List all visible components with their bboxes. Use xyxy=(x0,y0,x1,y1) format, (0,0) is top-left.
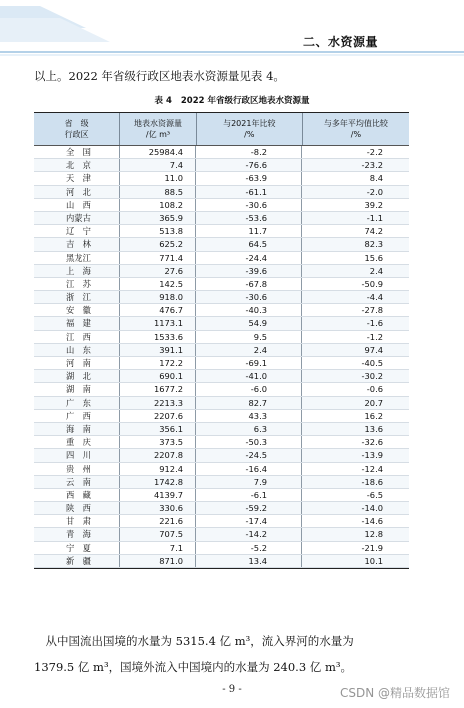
surface-water-volume: 513.8 xyxy=(120,225,196,237)
change-vs-2021: -6.0 xyxy=(196,383,302,395)
table-row xyxy=(34,555,409,568)
province-name: 山 西 xyxy=(34,199,120,211)
surface-water-volume: 108.2 xyxy=(120,199,196,211)
change-vs-2021: 54.9 xyxy=(196,317,302,329)
province-name: 北 京 xyxy=(34,159,120,171)
change-vs-2021: -41.0 xyxy=(196,370,302,382)
province-name: 全 国 xyxy=(34,146,120,158)
change-vs-average: 16.2 xyxy=(364,410,383,421)
change-vs-average: -0.6 xyxy=(366,384,383,395)
surface-water-volume: 88.5 xyxy=(120,186,196,198)
surface-water-volume: 1533.6 xyxy=(120,331,196,343)
province-name: 山 东 xyxy=(34,344,120,356)
table-row xyxy=(34,199,409,212)
table-caption xyxy=(0,94,464,106)
change-vs-average: 20.7 xyxy=(364,397,383,408)
surface-water-volume: 476.7 xyxy=(120,304,196,316)
table-row xyxy=(34,212,409,225)
province-name: 天 津 xyxy=(34,172,120,184)
province-name: 湖 南 xyxy=(34,383,120,395)
table-row xyxy=(34,423,409,436)
province-name: 河 北 xyxy=(34,186,120,198)
watermark: CSDN @精品数据馆 xyxy=(339,686,450,700)
change-vs-average: -14.6 xyxy=(361,516,383,527)
header-volume: 地表水资源量 /亿 m³ xyxy=(120,113,196,145)
change-vs-2021: -59.2 xyxy=(196,502,302,514)
table-row xyxy=(34,489,409,502)
change-vs-average: 97.4 xyxy=(364,344,383,355)
change-vs-average: -1.6 xyxy=(366,318,383,329)
table-row xyxy=(34,476,409,489)
province-name: 海 南 xyxy=(34,423,120,435)
outro-line-2: 1379.5 亿 m³，国境外流入中国境内的水量为 240.3 亿 m³。 xyxy=(34,660,352,674)
surface-water-volume: 625.2 xyxy=(120,238,196,250)
change-vs-average: -1.2 xyxy=(366,331,383,342)
province-name: 云 南 xyxy=(34,476,120,488)
outro-paragraph xyxy=(34,628,434,680)
province-name: 新 疆 xyxy=(34,555,120,567)
header-decoration xyxy=(0,0,464,62)
change-vs-2021: -24.5 xyxy=(196,449,302,461)
surface-water-volume: 2213.3 xyxy=(120,397,196,409)
table-row xyxy=(34,542,409,555)
table-row xyxy=(34,528,409,541)
change-vs-average: 74.2 xyxy=(364,226,383,237)
intro-paragraph: 以上。2022 年省级行政区地表水资源量见表 4。 xyxy=(34,69,285,83)
province-name: 上 海 xyxy=(34,265,120,277)
change-vs-average: -2.2 xyxy=(366,147,383,157)
page-number: - 9 - xyxy=(222,684,242,695)
change-vs-2021: -24.4 xyxy=(196,252,302,264)
surface-water-volume: 221.6 xyxy=(120,515,196,527)
surface-water-volume: 771.4 xyxy=(120,252,196,264)
surface-water-volume: 330.6 xyxy=(120,502,196,514)
change-vs-2021: -61.1 xyxy=(196,186,302,198)
surface-water-volume: 918.0 xyxy=(120,291,196,303)
surface-water-volume: 2207.8 xyxy=(120,449,196,461)
table-row xyxy=(34,172,409,185)
table-caption-title: 2022 年省级行政区地表水资源量 xyxy=(180,96,310,106)
change-vs-average: 12.8 xyxy=(364,529,383,540)
surface-water-volume: 1742.8 xyxy=(120,476,196,488)
table-row xyxy=(34,146,409,159)
surface-water-volume: 356.1 xyxy=(120,423,196,435)
province-name: 宁 夏 xyxy=(34,542,120,554)
province-name: 安 徽 xyxy=(34,304,120,316)
table-row xyxy=(34,436,409,449)
province-name: 重 庆 xyxy=(34,436,120,448)
surface-water-volume: 2207.6 xyxy=(120,410,196,422)
table-row xyxy=(34,515,409,528)
province-name: 黑龙江 xyxy=(34,252,120,264)
surface-water-volume: 172.2 xyxy=(120,357,196,369)
change-vs-average: -27.8 xyxy=(361,305,383,316)
change-vs-2021: 13.4 xyxy=(196,555,302,567)
outro-line-1: 从中国流出国境的水量为 5315.4 亿 m³，流入界河的水量为 xyxy=(34,634,354,648)
surface-water-volume: 373.5 xyxy=(120,436,196,448)
surface-water-volume: 142.5 xyxy=(120,278,196,290)
province-name: 广 西 xyxy=(34,410,120,422)
header-vs-average: 与多年平均值比较 /% xyxy=(323,119,388,139)
surface-water-volume: 11.0 xyxy=(120,172,196,184)
change-vs-2021: -17.4 xyxy=(196,515,302,527)
table-row xyxy=(34,357,409,370)
table-row xyxy=(34,463,409,476)
province-name: 福 建 xyxy=(34,317,120,329)
change-vs-average: -32.6 xyxy=(361,437,383,448)
change-vs-average: -14.0 xyxy=(361,503,383,514)
change-vs-average: -18.6 xyxy=(361,476,383,487)
surface-water-volume: 912.4 xyxy=(120,463,196,475)
table-row xyxy=(34,278,409,291)
change-vs-2021: -6.1 xyxy=(196,489,302,501)
province-name: 江 西 xyxy=(34,331,120,343)
surface-water-volume: 391.1 xyxy=(120,344,196,356)
change-vs-average: -50.9 xyxy=(361,278,383,289)
change-vs-average: -21.9 xyxy=(361,542,383,553)
change-vs-average: -40.5 xyxy=(361,358,383,368)
change-vs-2021: 6.3 xyxy=(196,423,302,435)
province-name: 青 海 xyxy=(34,528,120,540)
change-vs-average: 13.6 xyxy=(364,423,383,434)
change-vs-2021: -76.6 xyxy=(196,159,302,171)
table-row xyxy=(34,186,409,199)
change-vs-2021: -53.6 xyxy=(196,212,302,224)
table-row xyxy=(34,397,409,410)
change-vs-average: -1.1 xyxy=(366,212,383,223)
table-row xyxy=(34,410,409,423)
table-row xyxy=(34,238,409,251)
surface-water-volume: 27.6 xyxy=(120,265,196,277)
change-vs-2021: 11.7 xyxy=(196,225,302,237)
change-vs-2021: -67.8 xyxy=(196,278,302,290)
change-vs-average: -4.4 xyxy=(366,292,383,303)
change-vs-2021: 7.9 xyxy=(196,476,302,488)
table-caption-number: 表 4 xyxy=(154,96,172,106)
change-vs-2021: -30.6 xyxy=(196,291,302,303)
table-row xyxy=(34,383,409,396)
change-vs-average: -13.9 xyxy=(361,450,383,461)
change-vs-2021: -5.2 xyxy=(196,542,302,554)
change-vs-2021: 82.7 xyxy=(196,397,302,409)
province-name: 浙 江 xyxy=(34,291,120,303)
change-vs-average: -30.2 xyxy=(361,371,383,382)
table-row xyxy=(34,449,409,462)
province-name: 吉 林 xyxy=(34,238,120,250)
change-vs-2021: -69.1 xyxy=(196,357,302,369)
surface-water-volume: 690.1 xyxy=(120,370,196,382)
province-name: 广 东 xyxy=(34,397,120,409)
table-row xyxy=(34,291,409,304)
change-vs-2021: 64.5 xyxy=(196,238,302,250)
table-row xyxy=(34,252,409,265)
province-name: 辽 宁 xyxy=(34,225,120,237)
change-vs-average: -12.4 xyxy=(361,463,383,474)
province-name: 西 藏 xyxy=(34,489,120,501)
change-vs-average: 10.1 xyxy=(364,555,383,566)
province-name: 湖 北 xyxy=(34,370,120,382)
change-vs-average: 2.4 xyxy=(369,265,383,276)
change-vs-2021: 2.4 xyxy=(196,344,302,356)
table-row xyxy=(34,502,409,515)
province-name: 河 南 xyxy=(34,357,120,369)
province-name: 内蒙古 xyxy=(34,212,120,224)
change-vs-average: 39.2 xyxy=(364,199,383,210)
surface-water-volume: 4139.7 xyxy=(120,489,196,501)
change-vs-average: -2.0 xyxy=(366,186,383,197)
table-body xyxy=(34,146,409,568)
change-vs-2021: -40.3 xyxy=(196,304,302,316)
surface-water-volume: 7.1 xyxy=(120,542,196,554)
province-name: 甘 肃 xyxy=(34,515,120,527)
section-title: 二、水资源量 xyxy=(302,35,378,49)
surface-water-volume: 871.0 xyxy=(120,555,196,567)
surface-water-volume: 1173.1 xyxy=(120,317,196,329)
change-vs-2021: -50.3 xyxy=(196,436,302,448)
header-vs-2021: 与2021年比较 /% xyxy=(197,113,303,145)
change-vs-average: 15.6 xyxy=(364,252,383,263)
change-vs-average: 82.3 xyxy=(364,239,383,250)
province-name: 江 苏 xyxy=(34,278,120,290)
header-province: 省 级 行政区 xyxy=(34,113,120,145)
change-vs-average: 8.4 xyxy=(369,173,383,184)
surface-water-volume: 707.5 xyxy=(120,528,196,540)
change-vs-average: -23.2 xyxy=(361,160,383,171)
surface-water-volume: 25984.4 xyxy=(120,146,196,158)
table-row xyxy=(34,159,409,172)
change-vs-2021: -16.4 xyxy=(196,463,302,475)
surface-water-volume: 7.4 xyxy=(120,159,196,171)
table-row xyxy=(34,317,409,330)
surface-water-table xyxy=(34,112,409,569)
table-row xyxy=(34,331,409,344)
surface-water-volume: 1677.2 xyxy=(120,383,196,395)
table-row xyxy=(34,344,409,357)
change-vs-2021: -8.2 xyxy=(196,146,302,158)
table-row xyxy=(34,265,409,278)
province-name: 四 川 xyxy=(34,449,120,461)
change-vs-2021: -63.9 xyxy=(196,172,302,184)
change-vs-2021: 9.5 xyxy=(196,331,302,343)
change-vs-2021: -39.6 xyxy=(196,265,302,277)
change-vs-average: -6.5 xyxy=(366,489,383,500)
table-row xyxy=(34,304,409,317)
table-row xyxy=(34,225,409,238)
province-name: 陕 西 xyxy=(34,502,120,514)
change-vs-2021: -30.6 xyxy=(196,199,302,211)
surface-water-volume: 365.9 xyxy=(120,212,196,224)
table-row xyxy=(34,370,409,383)
province-name: 贵 州 xyxy=(34,463,120,475)
change-vs-2021: -14.2 xyxy=(196,528,302,540)
table-header xyxy=(34,113,409,146)
change-vs-2021: 43.3 xyxy=(196,410,302,422)
